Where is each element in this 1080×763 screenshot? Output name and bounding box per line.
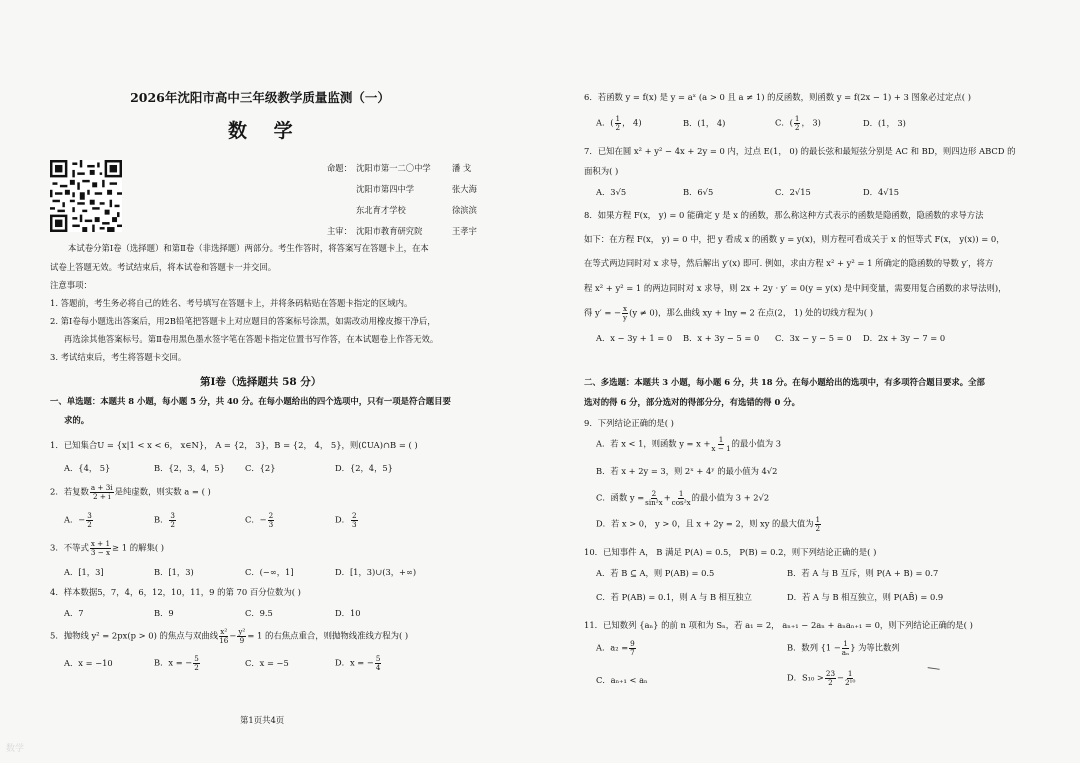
option-text: ， 4) <box>622 117 642 128</box>
fraction <box>845 670 855 686</box>
option-d[interactable]: D．2x + 3y − 7 = 0 <box>863 333 946 343</box>
option-d[interactable]: D．若 A 与 B 相互独立，则 P(AB̄) = 0.9 <box>787 592 944 602</box>
question-8-stem: 如下：在方程 F(x， y) = 0 中，把 y 看成 x 的函数 y = y(x)，则方程可看成关于 x 的恒等式 F(x， y(x)) = 0， <box>584 234 1005 244</box>
stem-text: 2．若复数 <box>50 486 89 497</box>
question-8-stem: 8．如果方程 F(x， y) = 0 能确定 y 是 x 的函数，那么称这种方式表示的函数是隐函数，隐函数的求导方法 <box>584 210 984 220</box>
numerator: x² <box>220 627 228 636</box>
numerator: 23 <box>825 669 836 678</box>
option-c[interactable] <box>596 490 769 506</box>
section-heading: 求的。 <box>64 415 90 425</box>
option-text: ， 3) <box>801 117 821 128</box>
fraction <box>90 484 114 500</box>
numerator: 1 <box>843 639 848 648</box>
author-school: 沈阳市第四中学 <box>356 184 415 194</box>
option-b[interactable]: B．x + 3y − 5 = 0 <box>683 333 760 343</box>
option-label: C．函数 y = <box>596 492 645 503</box>
question-4-stem: 4．样本数据5，7，4，6，12，10，11，9 的第 70 百分位数为( ) <box>50 587 301 597</box>
option-a[interactable]: A．若 B ⊆ A，则 P(AB) = 0.5 <box>596 568 715 578</box>
question-11-stem: 11．已知数列 {aₙ} 的前 n 项和为 Sₙ，若 a₁ = 2， aₙ₊₁ − 2aₙ + aₙaₙ₊₁ = 0，则下列结论正确的是( ) <box>584 620 973 630</box>
fraction <box>237 628 246 644</box>
watermark: 数学 <box>6 744 25 754</box>
fraction <box>375 655 382 671</box>
notice-item: 再选涂其他答案标号。第Ⅱ卷用黑色墨水签字笔在答题卡指定位置书写作答，在本试题卷上作答无效。 <box>64 334 439 344</box>
numerator: 1 <box>794 114 800 123</box>
option-c[interactable]: C．9.5 <box>245 608 273 618</box>
option-d[interactable]: D．(1， 3) <box>863 118 906 128</box>
option-c[interactable]: C．2√15 <box>775 187 811 197</box>
fraction <box>622 305 628 321</box>
denominator: 2¹⁰ <box>844 677 856 687</box>
question-7-stem: 7．已知在圆 x² + y² − 4x + 2y = 0 内，过点 E(1， 0) 的最长弦和最短弦分别是 AC 和 BD，则四边形 ABCD 的 <box>584 146 1016 156</box>
fraction <box>629 640 636 656</box>
question-3-stem <box>50 540 164 556</box>
option-a[interactable]: A．7 <box>64 608 84 618</box>
numerator: 9 <box>630 639 635 648</box>
operator: − <box>837 672 844 683</box>
option-label: B．数列 {1 − <box>787 642 841 653</box>
numerator: 1 <box>847 669 853 678</box>
denominator: 3 <box>351 519 357 529</box>
option-b[interactable]: B．若 A 与 B 互斥，则 P(A + B) = 0.7 <box>787 568 939 578</box>
intro-text: 本试卷分第Ⅰ卷（选择题）和第Ⅱ卷（非选择题）两部分。考生作答时，将答案写在答题卡上，在本 <box>68 243 429 253</box>
option-b[interactable]: B．若 x + 2y = 3，则 2ˣ + 4ʸ 的最小值为 4√2 <box>596 466 778 476</box>
option-a[interactable] <box>596 115 642 131</box>
page-number: 第1页共4页 <box>240 715 285 725</box>
author-name: 徐滨滨 <box>452 205 477 215</box>
numerator: 5 <box>375 654 381 663</box>
denominator: y <box>623 312 628 322</box>
question-10-stem: 10．已知事件 A， B 满足 P(A) = 0.5， P(B) = 0.2，则下列结论正确的是( ) <box>584 547 877 557</box>
review-label: 主审： <box>327 226 352 236</box>
denominator: 4 <box>375 662 381 672</box>
question-6-stem: 6．若函数 y = f(x) 是 y = aˣ (a > 0 且 a ≠ 1) 的反函数，则函数 y = f(2x − 1) + 3 图象必过定点( ) <box>584 92 971 102</box>
numerator: a + 3i <box>90 483 113 492</box>
qr-code-icon <box>50 160 122 232</box>
option-text: 的最小值为 3 <box>731 438 782 449</box>
option-a[interactable] <box>64 512 94 528</box>
option-a[interactable] <box>596 640 637 656</box>
option-b[interactable]: B．9 <box>154 608 174 618</box>
section-heading: 一、单选题：本题共 8 小题，每小题 5 分，共 40 分。在每小题给出的四个选项中，只有一项是符合题目要 <box>50 396 451 406</box>
stem-text: 3．不等式 <box>50 542 89 553</box>
part1-title: 第Ⅰ卷（选择题共 58 分） <box>200 376 322 388</box>
option-d[interactable]: D．{2，4，5} <box>335 463 393 473</box>
question-5-stem <box>50 628 408 644</box>
fraction <box>90 540 111 556</box>
option-c[interactable] <box>775 115 821 131</box>
option-c[interactable]: C．{2} <box>245 463 276 473</box>
stem-text: 得 y′ = − <box>584 307 622 318</box>
denominator: 7 <box>630 647 635 657</box>
option-label: A．− <box>64 514 86 525</box>
denominator: x − 1 <box>711 443 731 453</box>
option-c[interactable]: C．若 P(AB) = 0.1，则 A 与 B 相互独立 <box>596 592 752 602</box>
denominator: cos²x <box>671 497 691 507</box>
reviewer-name: 王孝宇 <box>452 226 477 236</box>
denominator: 2 <box>615 122 621 132</box>
author-school: 东北育才学校 <box>356 205 406 215</box>
numerator: y² <box>238 627 246 636</box>
author-school: 沈阳市第一二〇中学 <box>356 163 431 173</box>
fraction <box>825 670 836 686</box>
option-label: D． <box>335 514 350 525</box>
option-a[interactable]: A．x − 3y + 1 = 0 <box>596 333 673 343</box>
numerator: 2 <box>268 511 274 520</box>
denominator: 2 <box>828 677 833 687</box>
denominator: 16 <box>219 635 229 645</box>
option-d[interactable]: D．[1，3)∪(3，+∞) <box>335 567 417 577</box>
numerator: 1 <box>615 114 621 123</box>
section-heading: 选对的得 6 分，部分选对的得部分分，有选错的得 0 分。 <box>584 397 800 407</box>
option-d[interactable] <box>335 512 359 528</box>
option-b[interactable] <box>154 655 201 671</box>
question-2-stem <box>50 484 211 500</box>
numerator: 3 <box>87 511 92 520</box>
option-c[interactable] <box>245 659 289 669</box>
question-8-stem: 程 x² + y² = 1 的两边同时对 x 求导，则 2x + 2y · y′ = 0(y = y(x) 是中间变量，需要用复合函数的求导法则)， <box>584 283 1007 293</box>
option-d[interactable] <box>335 655 382 671</box>
denominator: aₙ <box>841 647 850 657</box>
question-1-stem: 1．已知集合U = {x|1 < x < 6， x∈N}， A = {2， 3}，B = {2， 4， 5}，则(∁UA)∩B = ( ) <box>50 440 418 450</box>
exam-title: 2026年沈阳市高中三年级教学质量监测（一） <box>130 90 390 105</box>
fraction <box>193 655 200 671</box>
numerator: 1 <box>815 515 821 524</box>
option-a[interactable] <box>64 659 113 669</box>
stem-text: ≥ 1 的解集( ) <box>112 542 165 553</box>
question-8-stem: 在等式两边同时对 x 求导，然后解出 y′(x) 即可. 例如，求由方程 x² + y² = 1 所确定的隐函数的导数 y′，将方 <box>584 258 994 268</box>
section-heading: 二、多选题：本题共 3 小题，每小题 6 分，共 18 分。在每小题给出的选项中，有多项符合题目要求。全部 <box>584 377 985 387</box>
numerator: 2 <box>351 511 357 520</box>
numerator: 3 <box>170 511 175 520</box>
option-d[interactable]: D．4√15 <box>863 187 900 197</box>
denominator: 2 <box>194 662 199 672</box>
fraction <box>815 516 822 532</box>
option-label: B．x = − <box>154 657 193 668</box>
option-d[interactable]: D．10 <box>335 608 361 618</box>
operator: − <box>229 630 237 641</box>
intro-text: 试卷上答题无效。考试结束后，将本试卷和答题卡一并交回。 <box>50 262 277 272</box>
author-name: 张大海 <box>452 184 477 194</box>
option-label: B． <box>154 514 169 525</box>
fraction <box>842 640 849 656</box>
fraction <box>711 436 730 452</box>
numerator: 1 <box>678 489 684 498</box>
question-9-stem: 9．下列结论正确的是( ) <box>584 418 674 428</box>
option-b[interactable]: B．{2，3，4，5} <box>154 463 225 473</box>
fraction <box>794 115 801 131</box>
denominator: 3 <box>268 519 274 529</box>
option-c[interactable]: C．3x − y − 5 = 0 <box>775 333 852 343</box>
author-name: 潘 戈 <box>452 163 472 173</box>
notice-item: 3. 考试结束后，考生将答题卡交回。 <box>50 352 187 362</box>
fraction <box>268 512 275 528</box>
option-text: } 为等比数列 <box>850 642 900 653</box>
fraction <box>645 490 663 506</box>
option-label: C．− <box>245 514 267 525</box>
option-label: D．S₁₀ > <box>787 672 824 683</box>
numerator: 1 <box>718 435 724 444</box>
option-b[interactable]: B．[1，3) <box>154 567 194 577</box>
fraction <box>615 115 622 131</box>
option-b[interactable]: B．(1， 4) <box>683 118 726 128</box>
denominator: 2 <box>815 523 821 533</box>
reviewer-org: 沈阳市教育研究院 <box>356 226 423 236</box>
stem-text: (y ≠ 0)，那么曲线 xy + lny = 2 在点(2， 1) 处的切线方程为( ) <box>629 307 873 318</box>
notice-title: 注意事项： <box>50 280 92 290</box>
denominator: 2 + i <box>92 491 111 501</box>
stem-text: = 1 的右焦点重合，则抛物线准线方程为( ) <box>247 630 409 641</box>
option-a[interactable]: A．{4， 5} <box>64 463 111 473</box>
option-label: D．若 x > 0， y > 0，且 x + 2y = 2，则 xy 的最大值为 <box>596 518 814 529</box>
fraction <box>351 512 358 528</box>
fraction <box>169 512 176 528</box>
operator: + <box>663 492 671 503</box>
notice-item: 2. 第Ⅰ卷每小题选出答案后，用2B铅笔把答题卡上对应题目的答案标号涂黑，如需改动用橡皮擦干净后， <box>50 316 436 326</box>
stem-text: 是纯虚数，则实数 a = ( ) <box>114 486 211 497</box>
denominator: sin²x <box>645 497 663 507</box>
option-c[interactable]: C．(−∞，1] <box>245 567 294 577</box>
exam-subject: 数 学 <box>228 120 303 142</box>
option-a[interactable]: A．[1，3] <box>64 567 104 577</box>
option-label: C．( <box>775 117 793 128</box>
question-7-stem: 面积为( ) <box>584 166 619 176</box>
notice-item: 1. 答题前，考生务必将自己的姓名、考号填写在答题卡上，并将条码粘贴在答题卡指定的区域内。 <box>50 298 413 308</box>
denominator: 2 <box>170 519 175 529</box>
option-label: A．( <box>596 117 614 128</box>
option-c[interactable] <box>245 512 275 528</box>
denominator: 2 <box>87 519 92 529</box>
option-a[interactable] <box>596 436 781 452</box>
option-c[interactable]: C．aₙ₊₁ < aₙ <box>596 675 648 685</box>
fraction <box>86 512 93 528</box>
option-b[interactable]: B．6√5 <box>683 187 714 197</box>
option-d[interactable] <box>787 670 856 686</box>
denominator: 9 <box>239 635 245 645</box>
numerator: 2 <box>651 489 657 498</box>
question-8-stem <box>584 305 873 321</box>
option-label: A．若 x < 1，则函数 y = x + <box>596 438 711 449</box>
numerator: x <box>623 304 628 313</box>
option-label: A．x = −10 <box>64 658 113 668</box>
option-b[interactable] <box>154 512 177 528</box>
denominator: 3 − x <box>90 547 111 557</box>
denominator: 2 <box>794 122 800 132</box>
fraction <box>672 490 691 506</box>
option-text: 的最小值为 3 + 2√2 <box>691 492 770 503</box>
option-d[interactable] <box>596 516 822 532</box>
option-a[interactable]: A．3√5 <box>596 187 627 197</box>
fraction <box>219 628 228 644</box>
proposition-label: 命题： <box>327 163 352 173</box>
option-label: D．x = − <box>335 657 374 668</box>
numerator: 5 <box>194 654 199 663</box>
option-label: C．x = −5 <box>245 658 289 668</box>
option-b[interactable] <box>787 640 900 656</box>
option-label: A．a₂ = <box>596 642 629 653</box>
numerator: x + 1 <box>90 539 111 548</box>
stem-text: 5．抛物线 y² = 2px(p > 0) 的焦点与双曲线 <box>50 630 219 641</box>
right-column <box>540 0 1080 763</box>
